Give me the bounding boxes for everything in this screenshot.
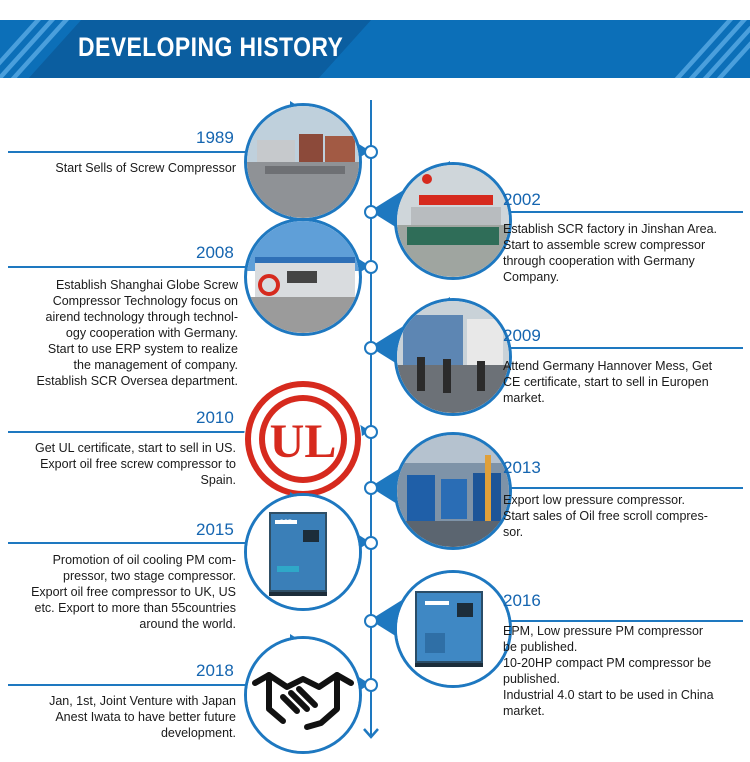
- page-title: DEVELOPING HISTORY: [78, 32, 344, 62]
- event-description: EPM, Low pressure PM compressor be published. 10-20HP compact PM compressor be published. Industrial 4.0 start to be used in China market.: [503, 624, 714, 718]
- factory-photo: [244, 103, 362, 221]
- workshop-photo: [394, 432, 512, 550]
- event-description: Establish SCR factory in Jinshan Area. Start to assemble screw compressor through cooperation with Germany Company.: [503, 222, 717, 284]
- timeline-marker: [364, 614, 378, 628]
- event-description: Get UL certificate, start to sell in US. Export oil free screw compressor to Spain.: [35, 441, 236, 487]
- building-photo: [244, 218, 362, 336]
- timeline-marker: [364, 678, 378, 692]
- event-description: Establish Shanghai Globe Screw Compressor Technology focus on airend technology through technol- ogy cooperation with Germany. Start to use ERP system to realize the management of company. Establish SCR Oversea department.: [36, 278, 238, 388]
- event-year: 2016: [503, 591, 541, 610]
- event-description: Promotion of oil cooling PM com- pressor, two stage compressor. Export oil free compressor to UK, US etc. Export to more than 55countries around the world.: [31, 553, 236, 631]
- pm-compressor-photo: [394, 570, 512, 688]
- event-description: Attend Germany Hannover Mess, Get CE certificate, start to sell in Europen market.: [503, 359, 713, 405]
- event-year: 1989: [196, 128, 234, 147]
- factory-opening-photo: [394, 162, 512, 280]
- ul-logo: [244, 380, 362, 498]
- event-year: 2015: [196, 520, 234, 539]
- compressor-photo: [244, 493, 362, 611]
- handshake-icon: [244, 636, 362, 754]
- timeline-marker: [364, 341, 378, 355]
- header-banner: [0, 20, 750, 78]
- event-year: 2002: [503, 190, 541, 209]
- event-year: 2018: [196, 661, 234, 680]
- brand-label: SCR: [279, 520, 293, 526]
- exhibition-photo: [394, 298, 512, 416]
- timeline-marker: [364, 145, 378, 159]
- event-description: Export low pressure compressor. Start sales of Oil free scroll compres- sor.: [503, 493, 708, 539]
- event-description: Start Sells of Screw Compressor: [55, 161, 236, 175]
- event-year: 2010: [196, 408, 234, 427]
- timeline-marker: [364, 260, 378, 274]
- event-year: 2009: [503, 326, 541, 345]
- timeline-marker: [364, 536, 378, 550]
- ul-logo-text: UL: [269, 415, 337, 468]
- event-description: Jan, 1st, Joint Venture with Japan Anest Iwata to have better future development.: [49, 694, 236, 740]
- event-year: 2008: [196, 243, 234, 262]
- event-year: 2013: [503, 458, 541, 477]
